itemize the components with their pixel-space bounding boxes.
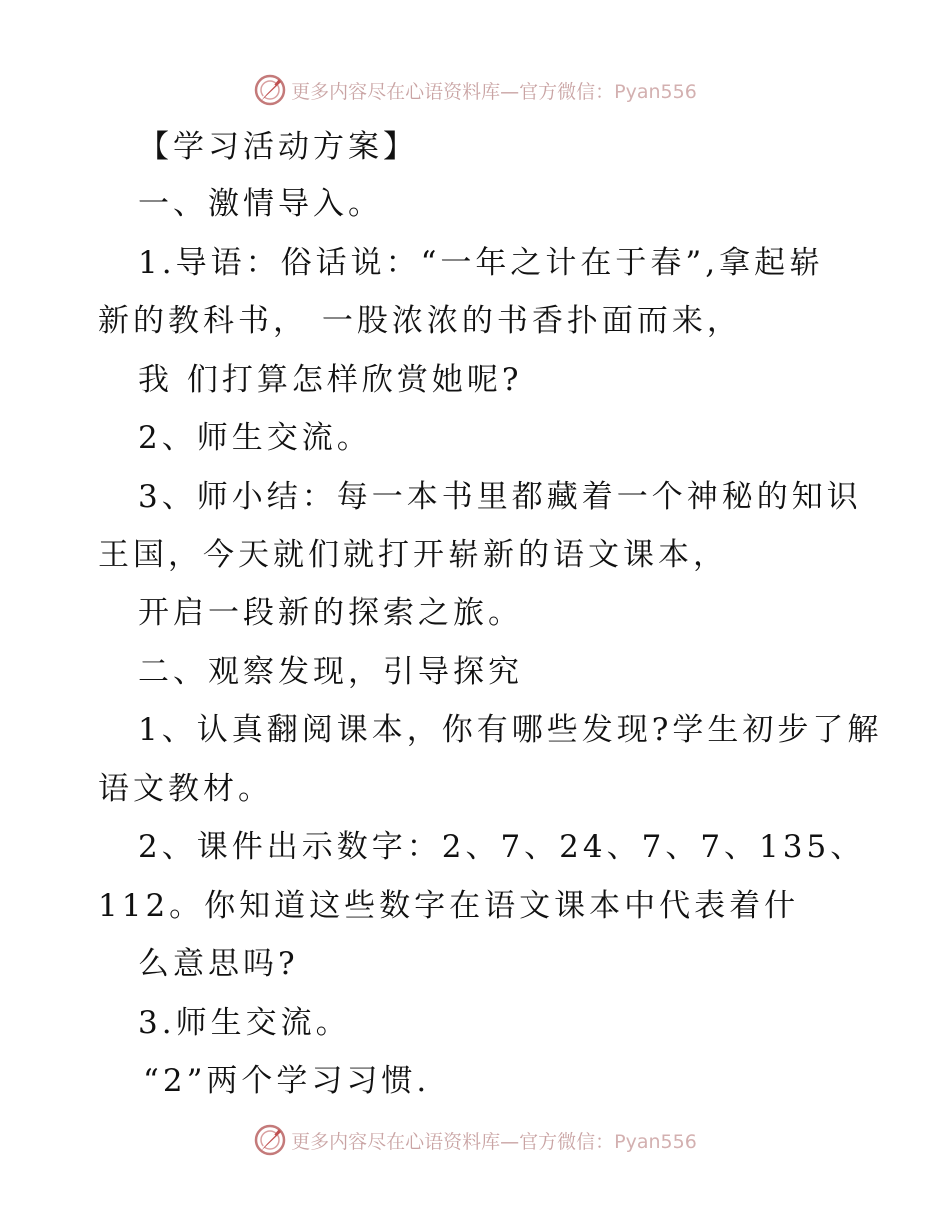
text-line: 2、课件出示数字：2、7、24、7、7、135、 <box>138 829 866 865</box>
quill-logo-icon <box>253 1123 287 1157</box>
text-line: “2”两个学习习惯. <box>143 1063 431 1099</box>
quill-logo-icon <box>253 73 287 107</box>
text-line: 2、师生交流。 <box>138 420 372 456</box>
text-line: 语文教材。 <box>98 771 273 807</box>
text-line: 112。你知道这些数字在语文课本中代表着什 <box>98 888 800 924</box>
text-line: 1.导语：俗话说：“一年之计在于春”,拿起崭 <box>138 245 825 281</box>
text-line: 么意思吗? <box>138 946 299 982</box>
text-line: 一、激情导入。 <box>138 186 383 222</box>
text-line: 1、认真翻阅课本，你有哪些发现?学生初步了解 <box>138 712 883 748</box>
text-line: 王国，今天就们就打开崭新的语文课本， <box>98 537 728 573</box>
section-heading: 【学习活动方案】 <box>138 129 418 165</box>
watermark-text: 更多内容尽在心语资料库—官方微信：Pyan556 <box>291 1130 697 1153</box>
text-line: 我 们打算怎样欣赏她呢? <box>138 362 523 398</box>
text-line: 3、师小结：每一本书里都藏着一个神秘的知识 <box>138 479 862 515</box>
text-line: 新的教科书， 一股浓浓的书香扑面而来， <box>98 303 742 339</box>
text-line: 开启一段新的探索之旅。 <box>138 595 523 631</box>
footer-watermark <box>0 1120 950 1160</box>
section-heading: 二、观察发现，引导探究 <box>138 654 523 690</box>
header-watermark <box>0 70 950 110</box>
text-line: 3.师生交流。 <box>138 1005 351 1041</box>
watermark-text: 更多内容尽在心语资料库—官方微信：Pyan556 <box>291 80 697 103</box>
